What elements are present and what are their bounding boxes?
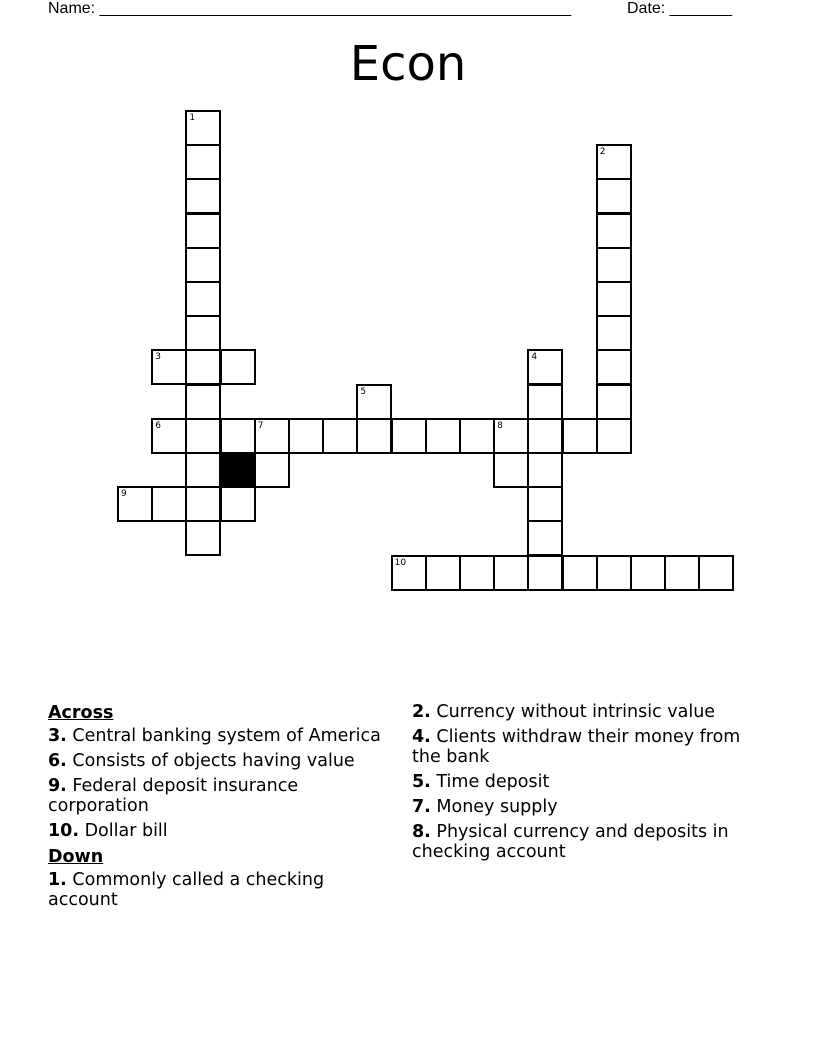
page-title: Econ bbox=[349, 36, 467, 92]
crossword-cell[interactable] bbox=[493, 452, 529, 488]
clue-text: Physical currency and deposits in checking account bbox=[412, 822, 729, 862]
crossword-cell[interactable] bbox=[185, 384, 221, 420]
clue-text: Commonly called a checking account bbox=[48, 870, 325, 910]
crossword-cell[interactable] bbox=[185, 315, 221, 351]
clue-item bbox=[412, 822, 757, 862]
crossword-cell[interactable] bbox=[185, 110, 221, 146]
crossword-cell[interactable] bbox=[596, 281, 632, 317]
clue-item bbox=[48, 751, 393, 771]
crossword-cell[interactable] bbox=[596, 315, 632, 351]
crossword-cell[interactable] bbox=[527, 384, 563, 420]
crossword-cell[interactable] bbox=[527, 349, 563, 385]
crossword-cell[interactable] bbox=[185, 281, 221, 317]
crossword-cell[interactable] bbox=[596, 555, 632, 591]
crossword-cell[interactable] bbox=[356, 418, 392, 454]
clue-number: 6. bbox=[48, 751, 67, 771]
crossword-cell[interactable] bbox=[562, 418, 598, 454]
clue-text: Currency without intrinsic value bbox=[430, 702, 716, 722]
crossword-cell[interactable] bbox=[391, 555, 427, 591]
crossword-cell[interactable] bbox=[185, 144, 221, 180]
crossword-cell[interactable] bbox=[527, 486, 563, 522]
crossword-cell[interactable] bbox=[493, 555, 529, 591]
crossword-cell[interactable] bbox=[185, 213, 221, 249]
clue-item bbox=[48, 776, 393, 816]
clue-number: 3. bbox=[48, 726, 67, 746]
crossword-cell[interactable] bbox=[151, 486, 187, 522]
crossword-cell[interactable] bbox=[185, 349, 221, 385]
clue-number: 5. bbox=[412, 772, 431, 792]
clue-item bbox=[48, 726, 393, 746]
clue-item bbox=[412, 797, 757, 817]
crossword-cell[interactable] bbox=[185, 418, 221, 454]
clues-right-column bbox=[412, 702, 757, 867]
clue-text: Money supply bbox=[430, 797, 558, 817]
crossword-cell[interactable] bbox=[425, 555, 461, 591]
clue-number-label: 6 bbox=[155, 420, 161, 431]
clue-text: Dollar bill bbox=[79, 821, 168, 841]
crossword-cell[interactable] bbox=[630, 555, 666, 591]
crossword-cell[interactable] bbox=[459, 555, 495, 591]
crossword-cell[interactable] bbox=[117, 486, 153, 522]
crossword-cell[interactable] bbox=[185, 486, 221, 522]
crossword-cell[interactable] bbox=[596, 178, 632, 214]
clue-number-label: 2 bbox=[599, 147, 606, 158]
clue-number-label: 5 bbox=[360, 386, 367, 397]
crossword-cell[interactable] bbox=[288, 418, 324, 454]
crossword-cell[interactable] bbox=[596, 384, 632, 420]
name-field-line[interactable]: Name: _____________________________________________________ bbox=[48, 0, 572, 17]
clue-number-label: 8 bbox=[497, 420, 503, 431]
crossword-cell[interactable] bbox=[596, 418, 632, 454]
crossword-cell[interactable] bbox=[527, 520, 563, 556]
crossword-cell[interactable] bbox=[527, 418, 563, 454]
section-heading-down: Down bbox=[48, 847, 104, 867]
clue-number: 2. bbox=[412, 702, 431, 722]
crossword-cell[interactable] bbox=[664, 555, 700, 591]
crossword-cell[interactable] bbox=[596, 349, 632, 385]
crossword-cell[interactable] bbox=[596, 247, 632, 283]
clue-number: 7. bbox=[412, 797, 431, 817]
clues-left-column bbox=[48, 702, 393, 915]
clue-item bbox=[48, 870, 393, 910]
crossword-cell[interactable] bbox=[220, 349, 256, 385]
crossword-cell[interactable] bbox=[562, 555, 598, 591]
clue-text: Clients withdraw their money from the bank bbox=[412, 727, 741, 767]
clue-item bbox=[412, 727, 757, 767]
clue-text: Time deposit bbox=[430, 772, 550, 792]
crossword-cell[interactable] bbox=[459, 418, 495, 454]
clue-text: Central banking system of America bbox=[66, 726, 381, 746]
clue-item bbox=[412, 772, 757, 792]
date-field-line[interactable]: Date: _______ bbox=[627, 0, 732, 17]
clue-text: Federal deposit insurance corporation bbox=[48, 776, 299, 816]
clue-number-label: 7 bbox=[257, 420, 264, 431]
crossword-cell[interactable] bbox=[151, 418, 187, 454]
crossword-cell[interactable] bbox=[254, 452, 290, 488]
clue-number-label: 4 bbox=[531, 352, 538, 363]
crossword-cell[interactable] bbox=[185, 178, 221, 214]
crossword-cell[interactable] bbox=[527, 452, 563, 488]
clue-text: Consists of objects having value bbox=[66, 751, 355, 771]
crossword-cell[interactable] bbox=[356, 384, 392, 420]
crossword-cell[interactable] bbox=[322, 418, 358, 454]
clue-number-label: 3 bbox=[155, 352, 161, 363]
crossword-cell[interactable] bbox=[185, 247, 221, 283]
crossword-cell[interactable] bbox=[493, 418, 529, 454]
clue-number: 9. bbox=[48, 776, 67, 796]
crossword-cell[interactable] bbox=[527, 555, 563, 591]
clue-number-label: 10 bbox=[394, 557, 407, 568]
clue-number: 4. bbox=[412, 727, 431, 747]
crossword-block-cell bbox=[220, 452, 256, 488]
clue-item bbox=[48, 821, 393, 841]
crossword-cell[interactable] bbox=[220, 486, 256, 522]
crossword-cell[interactable] bbox=[425, 418, 461, 454]
crossword-cell[interactable] bbox=[596, 144, 632, 180]
crossword-cell[interactable] bbox=[185, 520, 221, 556]
crossword-cell[interactable] bbox=[254, 418, 290, 454]
crossword-cell[interactable] bbox=[185, 452, 221, 488]
clue-item bbox=[412, 702, 757, 722]
clue-number-label: 1 bbox=[189, 113, 196, 123]
clue-number: 8. bbox=[412, 822, 431, 842]
clue-number: 1. bbox=[48, 870, 67, 890]
crossword-cell[interactable] bbox=[391, 418, 427, 454]
crossword-cell[interactable] bbox=[698, 555, 734, 591]
crossword-cell[interactable] bbox=[596, 213, 632, 249]
clue-number-label: 9 bbox=[121, 489, 127, 500]
crossword-cell[interactable] bbox=[151, 349, 187, 385]
section-heading-across: Across bbox=[48, 703, 114, 723]
clue-number: 10. bbox=[48, 821, 80, 841]
crossword-cell[interactable] bbox=[220, 418, 256, 454]
